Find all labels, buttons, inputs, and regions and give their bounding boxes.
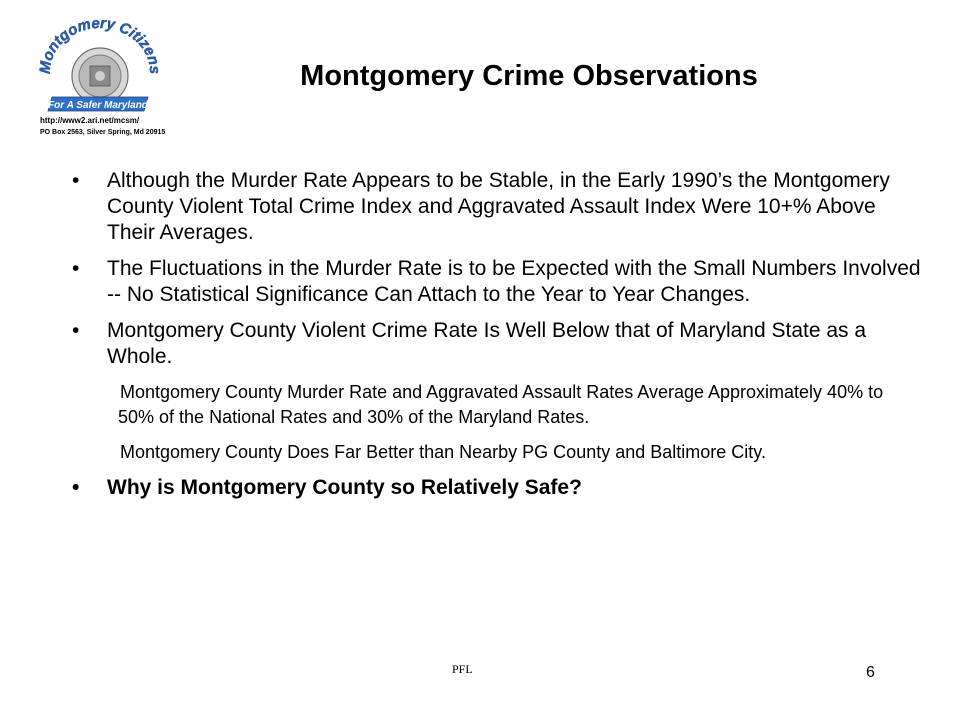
- final-bullet-text: Why is Montgomery County so Relatively Safe?: [107, 476, 582, 499]
- bullet-text: Montgomery County Violent Crime Rate Is Well Below that of Maryland State as a Whole.: [107, 319, 867, 368]
- logo-address: PO Box 2563, Silver Spring, Md 20915: [40, 129, 166, 136]
- sub-item: Montgomery County Does Far Better than Nearby PG County and Baltimore City.: [120, 442, 766, 462]
- footer-label: PFL: [452, 662, 473, 676]
- bullet-text: Although the Murder Rate Appears to be Stable, in the Early 1990’s the Montgomery County Violent Total Crime Index and Aggravated Assault Index Were 10+% Above Their Averages.: [107, 169, 890, 244]
- bullet-dot: •: [72, 476, 80, 499]
- logo-banner-text: For A Safer Maryland: [48, 100, 148, 111]
- page-number: 6: [866, 664, 875, 681]
- bullet-text: The Fluctuations in the Murder Rate is to be Expected with the Small Numbers Involved -- No Statistical Significance Can Attach to the Year to Year Changes.: [107, 257, 921, 306]
- bullet-item: [72, 256, 922, 308]
- sub-item: Montgomery County Murder Rate and Aggravated Assault Rates Average Approximately 40% to 50% of the National Rates and 30% of the Maryland Rates.: [118, 382, 884, 427]
- bullet-item: [72, 168, 922, 246]
- slide-content: [72, 168, 922, 511]
- slide-title: Montgomery Crime Observations: [300, 60, 758, 92]
- logo-arc-label: Montgomery Citizens: [36, 14, 164, 75]
- bullet-dot: •: [72, 319, 80, 342]
- bullet-item: [72, 318, 922, 370]
- logo-url: http://www2.ari.net/mcsm/: [40, 116, 140, 125]
- final-bullet-item: [72, 475, 922, 501]
- bullet-dot: •: [72, 169, 80, 192]
- bullet-dot: •: [72, 257, 80, 280]
